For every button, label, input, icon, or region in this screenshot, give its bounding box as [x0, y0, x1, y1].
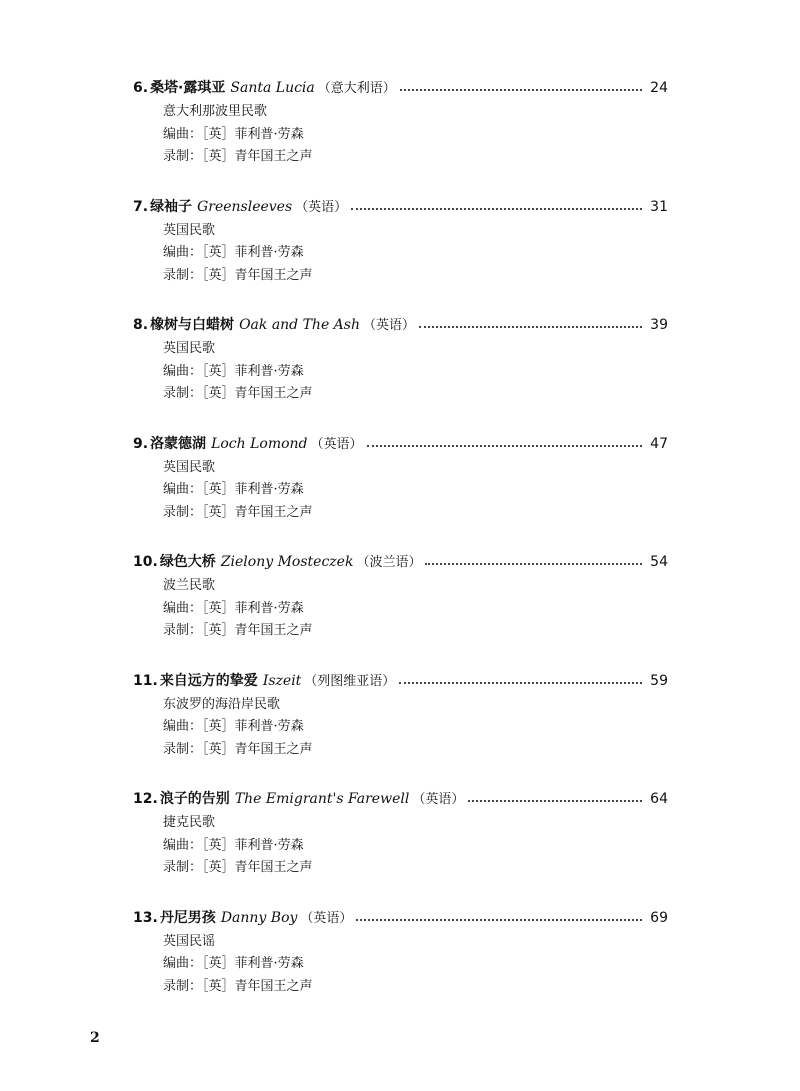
- original-title: Danny Boy: [220, 909, 298, 926]
- chinese-title: 丹尼男孩: [159, 909, 216, 926]
- dot-leader: [356, 919, 642, 921]
- toc-title-line[interactable]: [133, 668, 668, 694]
- toc-entry: [133, 312, 668, 431]
- language-note: （英语）: [295, 199, 348, 215]
- dot-leader: [367, 445, 642, 447]
- original-title: Loch Lomond: [211, 435, 308, 452]
- language-note: （列图维亚语）: [304, 673, 396, 689]
- origin-line: 捷克民歌: [163, 815, 216, 830]
- toc-title-line[interactable]: [133, 75, 668, 101]
- arranger-line: 编曲：［英］菲利普·劳森: [163, 482, 304, 497]
- toc-title-line[interactable]: [133, 786, 668, 812]
- entry-number: 7.: [133, 198, 149, 215]
- original-title: Oak and The Ash: [239, 317, 360, 333]
- origin-line: 意大利那波里民歌: [163, 104, 268, 119]
- chinese-title: 绿色大桥: [159, 554, 216, 570]
- page-number: 24: [650, 80, 668, 96]
- arranger-line: 编曲：［英］菲利普·劳森: [163, 837, 304, 853]
- arranger-line: 编曲：［英］菲利普·劳森: [163, 126, 304, 142]
- toc-entry: [133, 75, 668, 194]
- origin-line: 英国民谣: [163, 933, 216, 949]
- recorder-line: 录制：［英］青年国王之声: [163, 386, 313, 401]
- toc-title-line[interactable]: [133, 905, 668, 931]
- toc-entry: [133, 431, 668, 550]
- toc-entry: [133, 668, 668, 787]
- original-title: The Emigrant's Farewell: [234, 791, 410, 807]
- toc-entry: [133, 549, 668, 668]
- entry-number: 9.: [133, 435, 149, 452]
- recorder-line: 录制：［英］青年国王之声: [163, 741, 313, 757]
- chinese-title: 浪子的告别: [159, 791, 230, 807]
- dot-leader: [419, 326, 642, 328]
- toc-entry: [133, 905, 668, 1024]
- chinese-title: 桑塔·露琪亚: [150, 80, 226, 96]
- language-note: （英语）: [310, 436, 363, 452]
- entry-number: 8.: [133, 317, 149, 333]
- page-number: 64: [650, 791, 668, 807]
- arranger-line: 编曲：［英］菲利普·劳森: [163, 956, 304, 971]
- recorder-line: 录制：［英］青年国王之声: [163, 860, 313, 875]
- toc-title-line[interactable]: [133, 194, 668, 220]
- page-number: 31: [650, 198, 668, 215]
- arranger-line: 编曲：［英］菲利普·劳森: [163, 363, 304, 379]
- toc-entry: [133, 194, 668, 313]
- chinese-title: 绿袖子: [150, 198, 193, 215]
- chinese-title: 来自远方的挚爱: [159, 672, 258, 689]
- original-title: Greensleeves: [197, 198, 293, 215]
- page-number: 39: [650, 317, 668, 333]
- entry-number: 11.: [133, 672, 158, 689]
- original-title: Santa Lucia: [230, 80, 315, 96]
- recorder-line: 录制：［英］青年国王之声: [163, 504, 313, 520]
- language-note: （英语）: [363, 318, 416, 333]
- arranger-line: 编曲：［英］菲利普·劳森: [163, 719, 304, 734]
- origin-line: 波兰民歌: [163, 578, 216, 593]
- language-note: （意大利语）: [317, 81, 396, 96]
- original-title: Iszeit: [262, 672, 302, 689]
- origin-line: 英国民歌: [163, 459, 216, 475]
- page-number: 69: [650, 909, 668, 926]
- recorder-line: 录制：［英］青年国王之声: [163, 978, 313, 994]
- toc-title-line[interactable]: [133, 431, 668, 457]
- dot-leader: [425, 563, 642, 565]
- entry-number: 12.: [133, 791, 158, 807]
- origin-line: 英国民歌: [163, 222, 216, 238]
- entry-number: 6.: [133, 80, 149, 96]
- toc-entry: [133, 786, 668, 905]
- language-note: （英语）: [412, 792, 465, 807]
- entry-number: 13.: [133, 909, 158, 926]
- page-folio: 2: [90, 1030, 100, 1046]
- chinese-title: 洛蒙德湖: [150, 435, 207, 452]
- recorder-line: 录制：［英］青年国王之声: [163, 267, 313, 283]
- origin-line: 东波罗的海沿岸民歌: [163, 696, 281, 712]
- page-number: 47: [650, 435, 668, 452]
- language-note: （波兰语）: [356, 555, 422, 570]
- arranger-line: 编曲：［英］菲利普·劳森: [163, 600, 304, 616]
- original-title: Zielony Mosteczek: [220, 554, 354, 570]
- toc-title-line[interactable]: [133, 312, 668, 338]
- toc-title-line[interactable]: [133, 549, 668, 575]
- language-note: （英语）: [300, 910, 353, 926]
- page-number: 59: [650, 672, 668, 689]
- origin-line: 英国民歌: [163, 341, 216, 356]
- dot-leader: [351, 208, 642, 210]
- dot-leader: [468, 800, 642, 802]
- arranger-line: 编曲：［英］菲利普·劳森: [163, 245, 304, 260]
- page-number: 54: [650, 554, 668, 570]
- recorder-line: 录制：［英］青年国王之声: [163, 149, 313, 164]
- recorder-line: 录制：［英］青年国王之声: [163, 623, 313, 638]
- dot-leader: [400, 89, 642, 91]
- table-of-contents: [133, 75, 668, 1023]
- dot-leader: [399, 682, 642, 684]
- entry-number: 10.: [133, 554, 158, 570]
- chinese-title: 橡树与白蜡树: [150, 317, 235, 333]
